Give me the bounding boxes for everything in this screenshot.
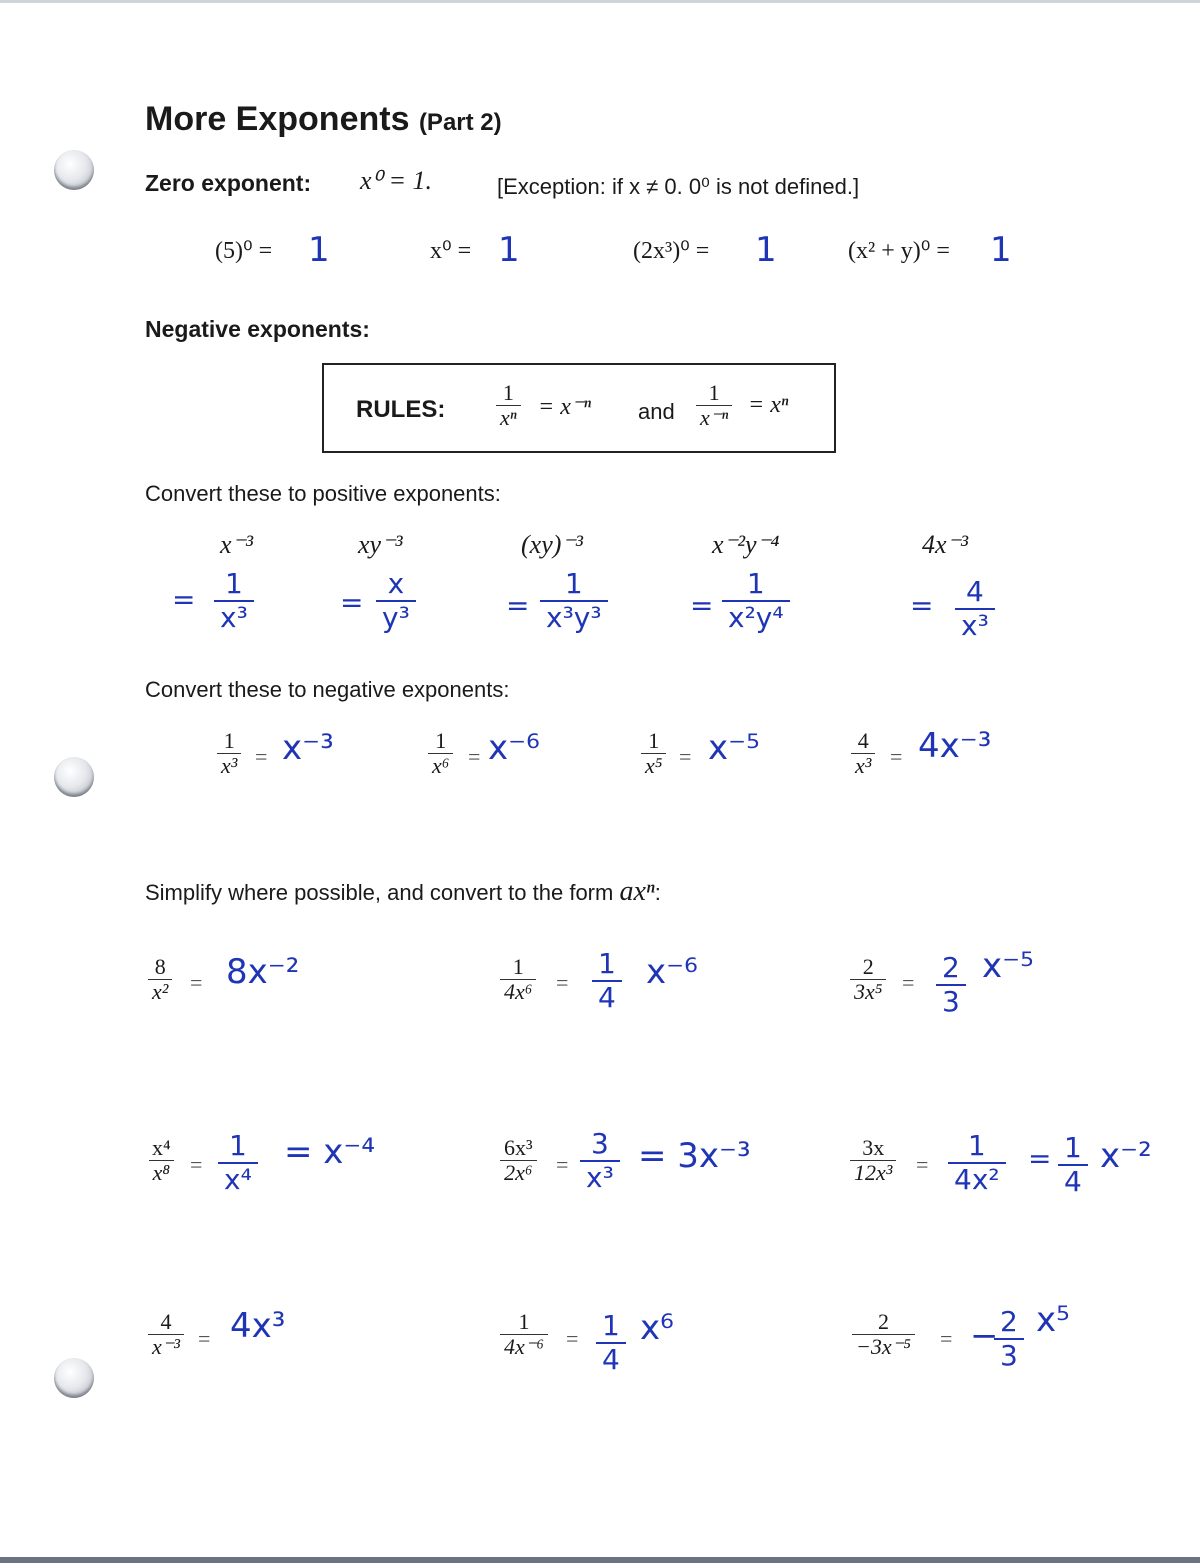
to-negative-answer: x⁻³ (282, 728, 334, 768)
zero-example-answer: 1 (755, 230, 777, 270)
binder-hole (54, 1358, 94, 1398)
to-positive-answer: 4 x³ (955, 576, 995, 642)
top-edge (0, 0, 1200, 3)
simplify-step: 1 x⁴ (218, 1130, 258, 1196)
rules-and: and (638, 399, 675, 424)
zero-example-answer: 1 (498, 230, 520, 270)
equals-sign: = (566, 1326, 579, 1351)
rule1-rhs: = x⁻ⁿ (538, 394, 592, 420)
simplify-fraction: $\frac{8}{\text{x²}}$ (148, 955, 172, 1004)
binder-hole (54, 150, 94, 190)
equals-sign: = (255, 744, 268, 769)
zero-example-answer: 1 (308, 230, 330, 270)
simplify-answer: x⁻⁵ (982, 946, 1034, 986)
simplify-answer: x⁵ (1036, 1300, 1070, 1340)
simplify-fraction: $\frac{\text{x⁴}}{\text{x⁸}}$ (148, 1136, 175, 1185)
rule2-fraction: $\frac{1}{\text{x⁻ⁿ}}$ (696, 381, 732, 430)
title-text: More Exponents (145, 100, 410, 138)
to-positive-answer: 1 x²y⁴ (722, 568, 790, 634)
simplify-fraction: $\frac{2}{\text{−3x⁻⁵}}$ (852, 1310, 915, 1359)
to-negative-answer: x⁻⁶ (488, 728, 540, 768)
to-positive-expr: x⁻³ (220, 530, 254, 559)
equals-sign: = (679, 744, 692, 769)
simplify-step: 3 x³ (580, 1128, 620, 1194)
to-positive-expr: xy⁻³ (358, 530, 403, 559)
equals-sign: = (190, 970, 203, 995)
simplify-coefficient: 1 4 (596, 1310, 626, 1376)
to-negative-label: Convert these to negative exponents: (145, 677, 510, 702)
equals-sign: = (172, 583, 196, 616)
simplify-fraction: $\frac{1}{\text{4x⁻⁶}}$ (500, 1310, 548, 1359)
equals-sign: = (940, 1326, 953, 1351)
rule2-rhs: = xⁿ (748, 392, 789, 418)
bottom-edge (0, 1557, 1200, 1563)
zero-exception-note: [Exception: if x ≠ 0. 0⁰ is not defined.] (497, 174, 860, 199)
to-positive-answer: 1 x³ (214, 568, 254, 634)
page-title (145, 100, 502, 139)
simplify-step: 1 4x² (948, 1130, 1006, 1196)
equals-sign: = (190, 1152, 203, 1177)
to-negative-answer: 4x⁻³ (918, 726, 992, 766)
equals-sign: = (1028, 1142, 1052, 1175)
equals-sign: = (506, 589, 530, 622)
to-positive-label: Convert these to positive exponents: (145, 481, 501, 506)
equals-sign: = (556, 1152, 569, 1177)
zero-example-expr: (2x³)⁰ = (633, 238, 710, 264)
equals-sign: = (916, 1152, 929, 1177)
to-positive-expr: (xy)⁻³ (521, 530, 583, 559)
simplify-coefficient: 1 4 (592, 948, 622, 1014)
simplify-answer: = 3x⁻³ (638, 1136, 751, 1176)
to-positive-answer: x y³ (376, 568, 416, 634)
zero-exponent-label: Zero exponent: (145, 170, 312, 196)
equals-sign: = (340, 586, 364, 619)
to-negative-answer: x⁻⁵ (708, 728, 760, 768)
to-negative-fraction: $\frac{1}{\text{x⁵}}$ (641, 729, 666, 778)
simplify-label: Simplify where possible, and convert to the form axⁿ: (145, 876, 661, 907)
simplify-coefficient: 2 3 (936, 952, 966, 1018)
to-positive-expr: x⁻²y⁻⁴ (712, 530, 780, 559)
equals-sign: = (198, 1326, 211, 1351)
zero-example-expr: (5)⁰ = (215, 238, 273, 264)
to-positive-answer: 1 x³y³ (540, 568, 608, 634)
title-part: (Part 2) (418, 109, 502, 136)
equals-sign: = (556, 970, 569, 995)
simplify-fraction: $\frac{1}{\text{4x⁶}}$ (500, 955, 536, 1004)
negative-sign: − (970, 1316, 999, 1356)
equals-sign: = (902, 970, 915, 995)
simplify-fraction: $\frac{3x}{\text{12x³}}$ (850, 1136, 896, 1185)
zero-exponent-rule: x⁰ = 1. (360, 166, 433, 195)
simplify-fraction: $\frac{4}{\text{x⁻³}}$ (148, 1310, 184, 1359)
rules-label: RULES: (356, 396, 446, 423)
zero-example-expr: (x² + y)⁰ = (848, 238, 950, 264)
simplify-coefficient: 2 3 (994, 1306, 1024, 1372)
simplify-answer: 4x³ (230, 1306, 286, 1346)
to-negative-fraction: $\frac{1}{\text{x³}}$ (217, 729, 241, 778)
to-positive-expr: 4x⁻³ (922, 530, 969, 559)
binder-hole (54, 757, 94, 797)
to-negative-fraction: $\frac{4}{\text{x³}}$ (851, 729, 875, 778)
to-negative-fraction: $\frac{1}{\text{x⁶}}$ (428, 729, 453, 778)
equals-sign: = (890, 744, 903, 769)
simplify-fraction: $\frac{\text{6x³}}{\text{2x⁶}}$ (500, 1136, 537, 1185)
rule1-fraction: $\frac{1}{\text{xⁿ}}$ (496, 381, 521, 430)
simplify-answer: x⁻⁶ (646, 952, 698, 992)
simplify-answer: x⁻² (1100, 1136, 1152, 1176)
zero-example-answer: 1 (990, 230, 1012, 270)
simplify-coefficient: 1 4 (1058, 1132, 1088, 1198)
simplify-answer: = x⁻⁴ (284, 1132, 375, 1172)
equals-sign: = (468, 744, 481, 769)
zero-example-expr: x⁰ = (430, 238, 472, 264)
simplify-fraction: $\frac{2}{\text{3x⁵}}$ (850, 955, 886, 1004)
negative-exponent-label: Negative exponents: (145, 316, 370, 342)
simplify-answer: x⁶ (640, 1308, 674, 1348)
equals-sign: = (910, 589, 934, 622)
simplify-answer: 8x⁻² (226, 952, 300, 992)
equals-sign: = (690, 589, 714, 622)
